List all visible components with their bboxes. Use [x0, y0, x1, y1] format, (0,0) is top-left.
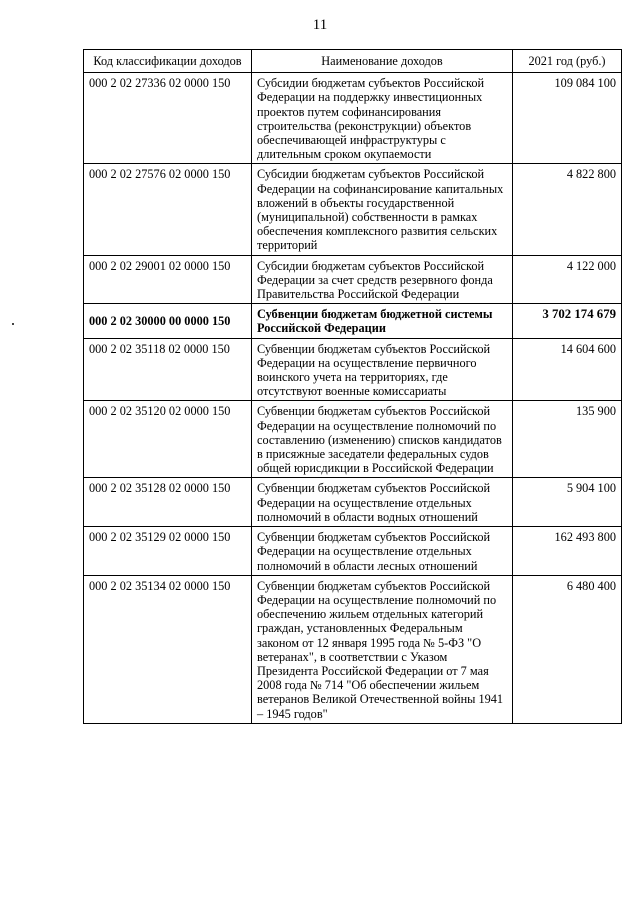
row-code: 000 2 02 29001 02 0000 150: [84, 255, 252, 304]
header-code: Код классификации доходов: [84, 50, 252, 73]
row-code: 000 2 02 30000 00 0000 150: [84, 304, 252, 338]
row-name: Субвенции бюджетам бюджетной системы Российской Федерации: [252, 304, 513, 338]
table-row: [84, 338, 622, 401]
row-name: Субсидии бюджетам субъектов Российской Федерации на поддержку инвестиционных проектов путем софинансирования строительства (реконструкции) объектов обеспечивающей инфраструктуры с длительным сроком окупаемости: [252, 73, 513, 164]
row-code: 000 2 02 35120 02 0000 150: [84, 401, 252, 478]
row-code: 000 2 02 35118 02 0000 150: [84, 338, 252, 401]
table-row: [84, 73, 622, 164]
income-table: [83, 49, 622, 724]
row-code: 000 2 02 35128 02 0000 150: [84, 478, 252, 527]
row-amount: 14 604 600: [513, 338, 622, 401]
row-amount: 3 702 174 679: [513, 304, 622, 338]
row-amount: 109 084 100: [513, 73, 622, 164]
row-code: 000 2 02 35129 02 0000 150: [84, 527, 252, 576]
header-name: Наименование доходов: [252, 50, 513, 73]
row-name: Субвенции бюджетам субъектов Российской Федерации на осуществление полномочий по обеспечению жильем отдельных категорий граждан, установленных Федеральным законом от 12 января 1995 года № 5-ФЗ "О ветеранах", в соответствии с Указом Президента Российской Федерации от 7 мая 2008 года № 714 "Об обеспечении жильем ветеранов Великой Отечественной войны 1941 – 1945 годов": [252, 575, 513, 723]
row-name: Субвенции бюджетам субъектов Российской Федерации на осуществление первичного воинского учета на территориях, где отсутствуют военные комиссариаты: [252, 338, 513, 401]
row-name: Субвенции бюджетам субъектов Российской Федерации на осуществление отдельных полномочий в области лесных отношений: [252, 527, 513, 576]
row-amount: 6 480 400: [513, 575, 622, 723]
row-amount: 135 900: [513, 401, 622, 478]
row-name: Субсидии бюджетам субъектов Российской Федерации за счет средств резервного фонда Правительства Российской Федерации: [252, 255, 513, 304]
table-row: [84, 255, 622, 304]
row-amount: 4 122 000: [513, 255, 622, 304]
table-row: [84, 478, 622, 527]
row-name: Субвенции бюджетам субъектов Российской Федерации на осуществление полномочий по составлению (изменению) списков кандидатов в присяжные заседатели федеральных судов общей юрисдикции в Российской Федерации: [252, 401, 513, 478]
row-name: Субсидии бюджетам субъектов Российской Федерации на софинансирование капитальных вложений в объекты государственной (муниципальной) собственности в рамках обеспечения комплексного развития сельских территорий: [252, 164, 513, 255]
table-row: [84, 527, 622, 576]
table-row: [84, 401, 622, 478]
row-amount: 4 822 800: [513, 164, 622, 255]
row-amount: 5 904 100: [513, 478, 622, 527]
table-row: [84, 575, 622, 723]
scan-speck: [12, 323, 14, 325]
page-number: 11: [312, 17, 328, 33]
header-row: [84, 50, 622, 73]
row-code: 000 2 02 27576 02 0000 150: [84, 164, 252, 255]
row-amount: 162 493 800: [513, 527, 622, 576]
table-row: [84, 164, 622, 255]
table-row-subtotal: [84, 304, 622, 338]
row-code: 000 2 02 27336 02 0000 150: [84, 73, 252, 164]
header-amount: 2021 год (руб.): [513, 50, 622, 73]
row-code: 000 2 02 35134 02 0000 150: [84, 575, 252, 723]
row-name: Субвенции бюджетам субъектов Российской Федерации на осуществление отдельных полномочий в области водных отношений: [252, 478, 513, 527]
